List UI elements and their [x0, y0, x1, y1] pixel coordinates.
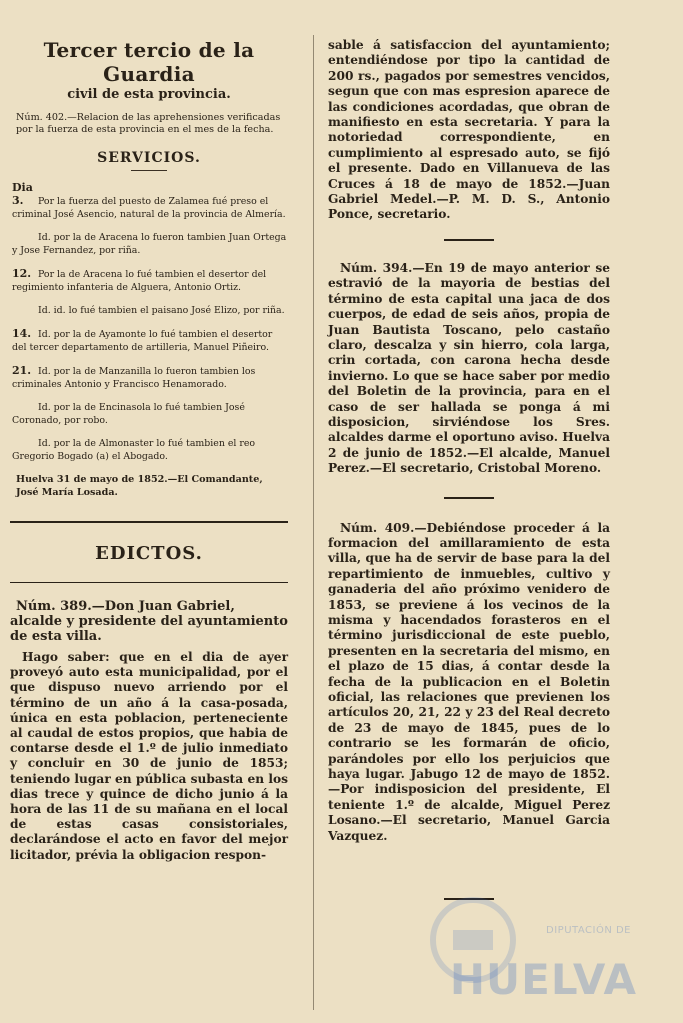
service-entry	[12, 364, 288, 391]
separator-rule	[444, 239, 494, 241]
divider-rule	[10, 521, 288, 523]
service-entry	[12, 327, 288, 354]
service-entry	[12, 231, 288, 257]
edict-389-continuation: sable á satisfaccion del ayuntamiento; entendiéndose por tipo la cantidad de 200 rs., pagados por semestres vencidos, segun que con mas espresion aparece de las condiciones acordadas, que obran de manifiesto en esta secretaria. Y para la notoriedad correspondiente, en cumplimiento al espresado auto, se fijó el presente. Dado en Villanueva de las Cruces á 18 de mayo de 1852.—Juan Gabriel Medel.—P. M. D. S., Antonio Ponce, secretario.	[328, 38, 610, 222]
intro-402: Núm. 402.—Relacion de las aprehensiones verificadas por la fuerza de esta provincia en el mes de la fecha.	[16, 112, 281, 135]
servicios-heading: SERVICIOS.	[97, 150, 201, 166]
service-day: Dia 3.	[12, 181, 33, 207]
services-closing: Huelva 31 de mayo de 1852.—El Comandante, José María Losada.	[16, 474, 263, 498]
section-subtitle: civil de esta provincia.	[67, 87, 231, 102]
service-text: Id. por la de Encinasola lo fué tambien José Coronado, por robo.	[12, 402, 245, 426]
service-entry	[12, 401, 288, 427]
watermark-logo-text: HUELVA	[449, 955, 637, 1004]
separator-rule	[444, 497, 494, 499]
service-text: Id. por la de Aracena lo fueron tambien Juan Ortega y Jose Fernandez, por riña.	[12, 232, 287, 256]
servicios-rule	[131, 170, 167, 171]
service-entry	[12, 304, 288, 317]
service-day: 14.	[12, 327, 32, 340]
watermark-caption: DIPUTACIÓN DE	[546, 925, 631, 936]
divider-rule	[10, 582, 288, 584]
service-text: Id. por la de Ayamonte lo fué tambien el desertor del tercer departamento de artilleria, Manuel Piñeiro.	[12, 329, 273, 353]
service-entry	[12, 437, 288, 463]
service-text: Por la fuerza del puesto de Zalamea fué preso el criminal José Asencio, natural de la provincia de Almería.	[12, 196, 286, 220]
services-list	[10, 181, 288, 463]
edict-389-body: Hago saber: que en el dia de ayer proveyó auto esta municipalidad, por el que dispuso nuevo arriendo por el término de un año á la casa-posada, única en esta poblacion, perteneciente al caudal de estos propios, que habia de contarse desde el 1.º de julio inmediato y concluir en 30 de junio de 1853; teniendo lugar en pública subasta en los dias trece y quince de dicho junio á la hora de las 11 de su mañana en el local de estas casas consistoriales, declarándose el acto en favor del mejor licitador, prévia la obligacion respon-	[10, 650, 288, 862]
service-text: Id. por la de Almonaster lo fué tambien el reo Gregorio Bogado (a) el Abogado.	[12, 438, 256, 462]
edict-389-heading: Núm. 389.—Don Juan Gabriel, alcalde y presidente del ayuntamiento de esta villa.	[10, 599, 288, 644]
service-day: 12.	[12, 267, 32, 280]
service-text: Por la de Aracena lo fué tambien el desertor del regimiento infanteria de Alguera, Antonio Ortiz.	[12, 269, 267, 293]
service-text: Id. id. lo fué tambien el paisano José Elizo, por riña.	[38, 305, 285, 316]
service-text: Id. por la de Manzanilla lo fueron tambien los criminales Antonio y Francisco Henamorado.	[12, 366, 256, 390]
column-divider	[313, 35, 314, 1010]
edictos-heading: EDICTOS.	[95, 542, 203, 564]
service-entry	[12, 181, 288, 221]
section-title: Tercer tercio de la Guardia	[43, 38, 255, 86]
service-entry	[12, 267, 288, 294]
service-day: 21.	[12, 364, 32, 377]
notice-394: Núm. 394.—En 19 de mayo anterior se estravió de la mayoria de bestias del término de esta capital una jaca de dos cuerpos, de edad de seis años, propia de Juan Bautista Toscano, pelo castaño claro, descalza y sin hierro, cola larga, crin cortada, con carona hecha desde invierno. Lo que se hace saber por medio del Boletin de la provincia, para en el caso de ser hallada se ponga á mi disposicion, sirviéndose los Sres. alcaldes darme el oportuno aviso. Huelva 2 de junio de 1852.—El alcalde, Manuel Perez.—El secretario, Cristobal Moreno.	[328, 260, 610, 476]
left-column	[10, 38, 288, 863]
notice-409: Núm. 409.—Debiéndose proceder á la formacion del amillaramiento de esta villa, que ha de servir de base para la del repartimiento de inmuebles, cultivo y ganaderia del año próximo venidero de 1853, se previene á los vecinos de la misma y hacendados forasteros en el término jurisdiccional de este pueblo, presenten en la secretaria del mismo, en el plazo de 15 dias, á contar desde la fecha de la publicacion en el Boletin oficial, las relaciones que previenen los artículos 20, 21, 22 y 23 del Real decreto de 23 de mayo de 1845, pues de lo contrario se les formarán de oficio, parándoles por ello los perjuicios que haya lugar. Jabugo 12 de mayo de 1852.—Por indisposicion del presidente, El teniente 1.º de alcalde, Miguel Perez Losano.—El secretario, Manuel Garcia Vazquez.	[328, 520, 610, 843]
right-column	[328, 38, 610, 914]
